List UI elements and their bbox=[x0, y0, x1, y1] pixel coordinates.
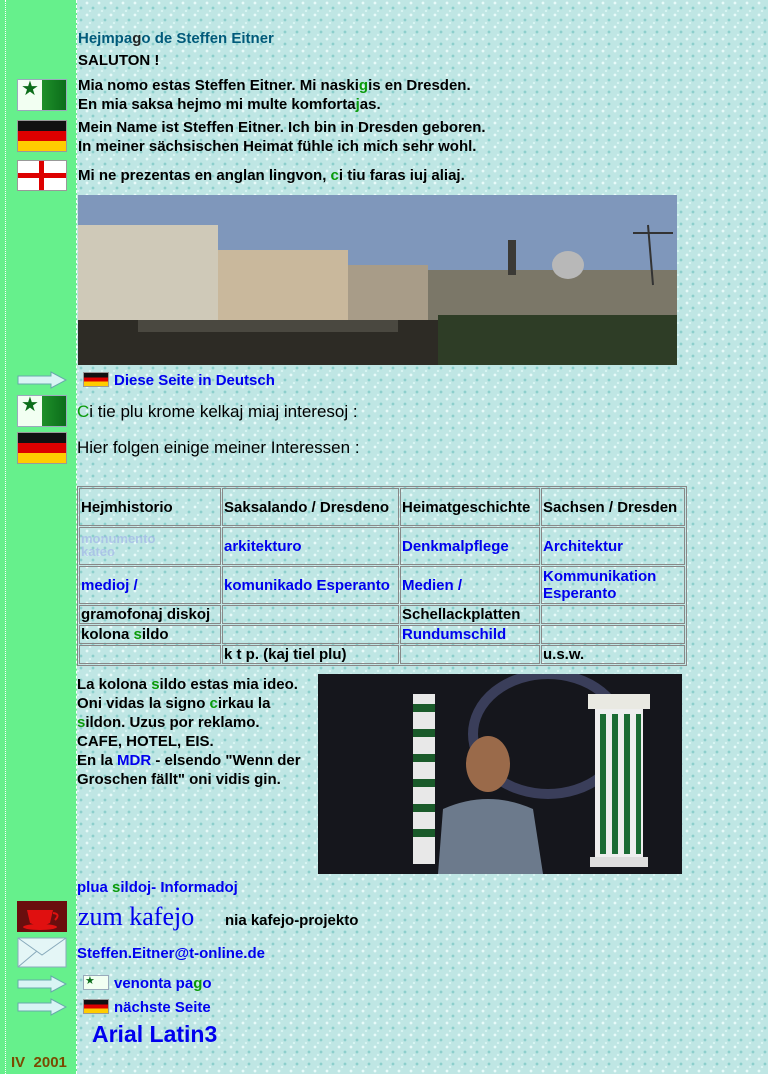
interests-heading-eo: Ci tie plu krome kelkaj miaj interesoj : bbox=[77, 402, 358, 421]
table-cell bbox=[222, 625, 399, 644]
table-cell bbox=[79, 527, 221, 565]
table-cell: Heimatgeschichte bbox=[400, 488, 540, 526]
column-sign-text: La kolona sildo estas mia ideo. Oni vidas la signo cirkau la sildon. Uzus por reklamo. CAFE, HOTEL, EIS. En la MDR - elsendo "Wenn der Groschen fällt" oni vidis gin. bbox=[77, 676, 301, 788]
date-label: IV 2001 bbox=[11, 1054, 67, 1071]
rundumschild-link[interactable]: Rundumschild bbox=[402, 626, 507, 643]
next-page-eo-link[interactable]: venonta pago bbox=[114, 975, 212, 992]
table-row bbox=[79, 527, 685, 565]
arrow-right-icon-2[interactable] bbox=[17, 975, 67, 993]
dresden-panorama-image bbox=[78, 195, 677, 365]
table-cell: kolona sildo bbox=[79, 625, 221, 644]
mdr-link[interactable]: MDR bbox=[117, 752, 152, 769]
table-cell: Schellackplatten bbox=[400, 605, 540, 624]
table-row bbox=[79, 645, 685, 664]
english-flag-icon bbox=[17, 160, 67, 191]
table-row bbox=[79, 488, 685, 526]
monument-care-link[interactable]: Denkmalpflege bbox=[402, 537, 509, 555]
table-cell: k t p. (kaj tiel plu) bbox=[222, 645, 399, 664]
communication-eo-link[interactable]: komunikado Esperanto bbox=[224, 576, 390, 594]
german-flag-small-icon bbox=[83, 372, 109, 387]
table-row bbox=[79, 625, 685, 644]
media-de-link[interactable]: Medien / bbox=[402, 576, 463, 594]
architecture-de-link[interactable]: Architektur bbox=[543, 537, 624, 555]
table-row bbox=[79, 566, 685, 604]
table-cell bbox=[541, 625, 685, 644]
page-title: Hejmpago de Steffen Eitner bbox=[78, 30, 274, 47]
table-cell bbox=[541, 527, 685, 565]
font-note-link[interactable]: Arial Latin3 bbox=[92, 1021, 218, 1047]
german-page-link[interactable]: Diese Seite in Deutsch bbox=[114, 372, 275, 389]
communication-de-link[interactable]: Kommunikation Esperanto bbox=[543, 568, 657, 602]
media-eo-link[interactable]: medioj / bbox=[81, 576, 138, 594]
table-cell bbox=[222, 527, 399, 565]
email-link[interactable]: Steffen.Eitner@t-online.de bbox=[77, 945, 265, 962]
table-cell bbox=[400, 625, 540, 644]
tv-column-sign-image bbox=[318, 674, 682, 874]
german-flag-icon bbox=[17, 120, 67, 152]
table-cell bbox=[222, 605, 399, 624]
table-cell bbox=[541, 605, 685, 624]
table-cell: Sachsen / Dresden bbox=[541, 488, 685, 526]
table-cell bbox=[79, 566, 221, 604]
coffee-cup-icon[interactable] bbox=[17, 901, 67, 932]
table-cell: Saksalando / Dresdeno bbox=[222, 488, 399, 526]
esperanto-flag-icon-2: ★ bbox=[17, 395, 67, 427]
table-cell bbox=[541, 566, 685, 604]
german-flag-icon-2 bbox=[17, 432, 67, 464]
monument-link[interactable]: monumento kateo bbox=[81, 531, 156, 559]
table-cell: Hejmhistorio bbox=[79, 488, 221, 526]
intro-english: Mi ne prezentas en anglan lingvon, ci tiu faras iuj aliaj. bbox=[78, 167, 465, 184]
table-cell bbox=[400, 527, 540, 565]
intro-esperanto: Mia nomo estas Steffen Eitner. Mi naskigis en Dresden. En mia saksa hejmo mi multe komfortajas. bbox=[78, 77, 471, 113]
more-signs-link[interactable]: plua sildoj- Informadoj bbox=[77, 879, 238, 896]
greeting: SALUTON ! bbox=[78, 52, 160, 69]
table-cell bbox=[400, 645, 540, 664]
architecture-eo-link[interactable]: arkitekturo bbox=[224, 537, 302, 555]
table-cell bbox=[400, 566, 540, 604]
next-page-de-link[interactable]: nächste Seite bbox=[114, 999, 211, 1016]
mail-envelope-icon[interactable] bbox=[17, 937, 67, 968]
cafe-project-text: nia kafejo-projekto bbox=[225, 912, 359, 929]
intro-german: Mein Name ist Steffen Eitner. Ich bin in Dresden geboren. In meiner sächsischen Heimat fühle ich mich sehr wohl. bbox=[78, 119, 486, 155]
table-cell: u.s.w. bbox=[541, 645, 685, 664]
table-cell bbox=[79, 645, 221, 664]
interests-table bbox=[77, 486, 687, 666]
table-cell bbox=[222, 566, 399, 604]
esperanto-flag-small-icon: ★ bbox=[83, 975, 109, 990]
interests-heading-de: Hier folgen einige meiner Interessen : bbox=[77, 438, 360, 457]
arrow-right-icon-3[interactable] bbox=[17, 998, 67, 1016]
esperanto-flag-icon: ★ bbox=[17, 79, 67, 111]
german-flag-small-icon-2 bbox=[83, 999, 109, 1014]
arrow-right-icon[interactable] bbox=[17, 371, 67, 389]
cafe-link[interactable]: zum kafejo bbox=[78, 902, 195, 931]
table-cell: gramofonaj diskoj bbox=[79, 605, 221, 624]
table-row bbox=[79, 605, 685, 624]
